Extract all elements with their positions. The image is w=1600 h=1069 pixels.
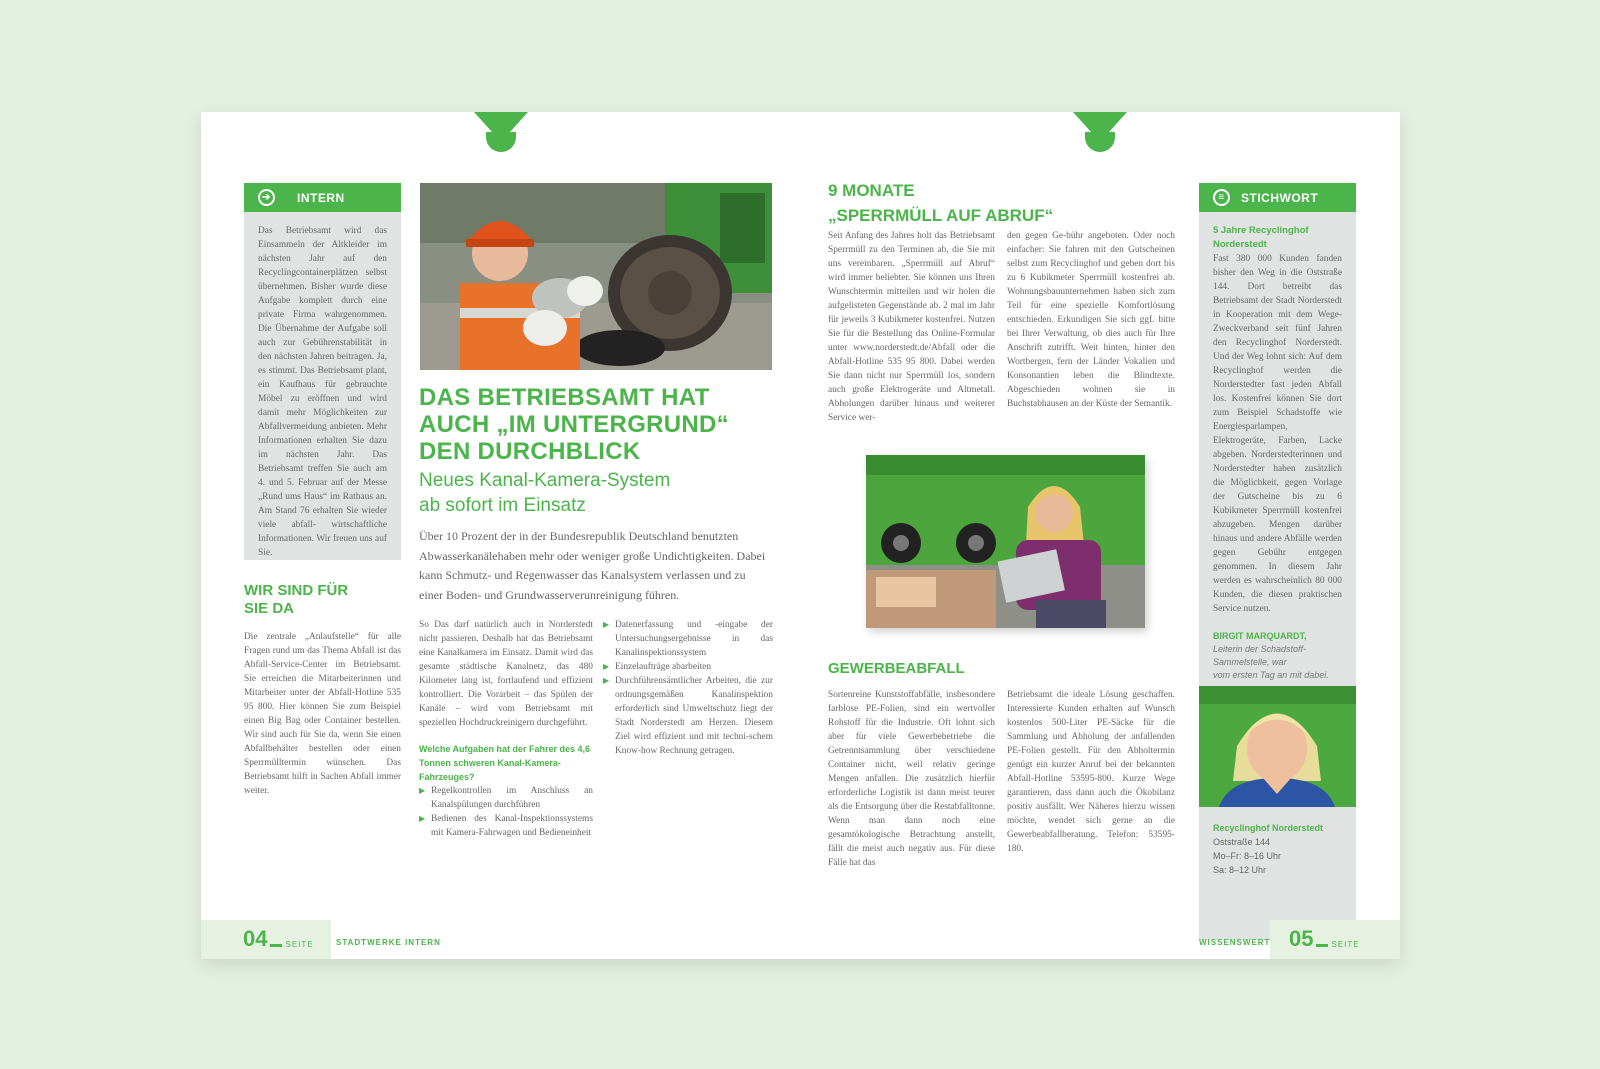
address-block: Recyclinghof Norderstedt Oststraße 144 Mo–Fr: 8–16 Uhr Sa: 8–12 Uhr bbox=[1213, 823, 1324, 875]
bullet-item: ▶ Durchführensämtlicher Arbeiten, die zur ordnungsgemäßen Kanalinspektion erforderlich sind Umweltschutz liegt der Stadt Norderstedt am Herzen. Diesem Ziel wird effizient und mit techni-schem Know-how Rechnung getragen. bbox=[603, 676, 773, 756]
left-page-number: 04 SEITE bbox=[243, 926, 314, 951]
bullet-item: ▶ Datenerfassung und -eingabe der Untersuchungsergebnisse in das Kanalinspektionssystem bbox=[603, 620, 773, 658]
bullet-item: ▶ Regelkontrollen im Anschluss an Kanalspülungen durchführen bbox=[419, 786, 593, 810]
bullet-item: ▶ Einzelaufträge abarbeiten bbox=[603, 662, 712, 672]
main-lead: Über 10 Prozent der in der Bundesrepublik Deutschland benutzten Abwasserkanälehaben mehr oder weniger große Undichtigkeiten. Dabei kann Schmutz- und Regenwasser das Kanalsystem verlassen und zu einer Boden- und Grundwasserverunreinigung führen. bbox=[419, 529, 766, 602]
intern-box bbox=[244, 183, 401, 560]
intern-text: Das Betriebsamt wird das Einsammeln der Altkleider im nächsten Jahr auf den Recyclingcontainerplätzen selbst übernehmen. Bisher wurde diese Aufgabe komplett durch eine private Firma wahrgenommen. Die Übernahme der Aufgabe soll auch zur Gebührenstabilität in den nächsten Jahren beitragen. Ja, es stimmt. Das Betriebsamt plant, ein Kaufhaus für gebrauchte Möbel zu eröffnen und wird damit mehr Möglichkeiten zur Abfallvermeidung anbieten. Mehr Informationen erhalten Sie dazu im nächsten Jahr. Das Betriebsamt treffen Sie auch am 4. und 5. Februar auf der Messe „Rund ums Haus“ im Rathaus an. Am Stand 76 erhalten Sie wieder viele abfall- wirtschaftliche Informationen. Wir freuen uns auf Sie. bbox=[258, 226, 387, 558]
right-footer bbox=[1270, 920, 1400, 959]
main-question: Welche Aufgaben hat der Fahrer des 4,6 Tonnen schweren Kanal-Kamera-Fahrzeuges? bbox=[419, 744, 591, 782]
person-caption: BIRGIT MARQUARDT, Leiterin der Schadstoff- Sammelstelle, war vom ersten Tag an mit dabei. bbox=[1213, 631, 1329, 680]
right-footer-section: WISSENSWERT bbox=[1199, 938, 1271, 947]
wir-sind-text: Die zentrale „Anlaufstelle“ für alle Fragen rund um das Thema Abfall ist das Abfall-Service-Center im Betriebsamt. Sie erreichen die Mitarbeiterinnen und Mitarbeiter unter der Abfall-Hotline 535 95 800. Hier können Sie zum Beispiel einen Big Bag oder Container bestellen. Wir sind auch für Sie da, wenn Sie einen Abfallbehälter bestellen oder einen Sperrmülltermin wünschen. Das Betriebsamt hilft in Sachen Abfall immer weiter. bbox=[244, 632, 401, 796]
gewerbe-col1: Sortenreine Kunststoffabfälle, insbesondere farblose PE-Folien, sind ein wertvoller Rohstoff für die Industrie. Oft lohnt sich aber für viele Gewerbebetriebe die Getrenntsammlung über verschiedene Container nicht, weil relativ geringe Mengen anfallen. Die zusätzlich hierfür erforderliche Logistik ist dann meist teurer als die Entsorgung über die Restabfalltonne. Wenn man dann noch eine gesamtökologische Betrachtung anstellt, fällt die meist auch negativ aus. Für diese Fälle hat das bbox=[828, 690, 995, 868]
left-footer bbox=[201, 920, 331, 959]
intern-header: ➔ INTERN bbox=[244, 183, 401, 212]
arrow-circle-icon: ➔ bbox=[258, 189, 275, 206]
kanal-kamera-photo bbox=[420, 183, 772, 370]
main-body: So Das darf natürlich auch in Norderstedt nicht passieren. Deshalb hat das Betriebsamt eine Kanalkamera im Einsatz. Damit wird das gesamte städtische Kanalnetz, das 480 Kilometer lang ist, fortlaufend und effizient kontrolliert. Die Vorarbeit – das Spülen der Kanäle – wird vom Betriebsamt mit speziellen Hochdruckreinigern durchgeführt. bbox=[419, 620, 593, 728]
main-body-col1 bbox=[419, 618, 593, 840]
bullet-item: ▶ Bedienen des Kanal-Inspektionssystems mit Kamera-Fahrwagen und Bedieneinheit bbox=[419, 814, 593, 838]
stichwort-header: ≡ STICHWORT bbox=[1199, 183, 1356, 212]
main-subhead: Neues Kanal-Kamera-System ab sofort im Einsatz bbox=[419, 470, 671, 516]
stichwort-subtitle: 5 Jahre Recyclinghof Norderstedt bbox=[1213, 225, 1309, 250]
sperrmuell-col1: Seit Anfang des Jahres holt das Betriebsamt Sperrmüll zu den Terminen ab, die Sie mit uns vereinbaren. „Sperrmüll auf Abruf“ wird immer beliebter. Sie können uns Ihren Wunschtermin mitteilen und wir holen die aufgelisteten Gegenstände ab. 2 mal im Jahr für jeweils 3 Kubikmeter kostenfrei. Nutzen Sie für die Bestellung das Online-Formular unter www.norderstedt.de/Abfall oder die Abfall-Hotline 535 95 800. Dabei werden Sie dann nicht nur Sperrmüll los, sondern auch große Elektrogeräte und Altmetall. Abholungen darüber hinaus und weiterer Service wer- bbox=[828, 231, 995, 423]
gewerbe-title: GEWERBEABFALL bbox=[828, 660, 965, 677]
list-circle-icon: ≡ bbox=[1213, 189, 1230, 206]
main-body-col2 bbox=[603, 618, 773, 758]
sperrmuell-title: 9 MONATE „SPERRMÜLL AUF ABRUF“ bbox=[828, 181, 1054, 225]
right-tab-marker bbox=[1073, 112, 1127, 142]
stichwort-text: Fast 380 000 Kunden fanden bisher den Weg in die Oststraße 144. Dort betreibt das Betriebsamt der Stadt Norderstedt in Kooperation mit dem Wege-Zweckverband seit fünf Jahren den Recyclinghof Norderstedt. Und der Weg lohnt sich: Auf dem Recyclinghof werden die Norderstedter fast jeden Abfall los. Kostenfrei können Sie dort zum Beispiel Schadstoffe wie Energiesparlampen, Elektrogeräte, Farben, Lacke abgeben. Norderstedterinnen und Norderstedter haben zusätzlich die Möglichkeit, gegen Vorlage der Gutscheine bis zu 6 Kubikmeter Sperrmüll kostenfrei abzugeben. Mengen darüber hinaus und andere Abfälle werden gegen Gebühr entgegen genommen. In diesem Jahr werden es wahrscheinlich 80 000 Kunden, die diesen praktischen Service nutzen. bbox=[1213, 254, 1342, 614]
sperrmuell-col2: den gegen Ge-bühr angeboten. Oder noch einfacher: Sie fahren mit den Gutscheinen selbst zum Recyclinghof und geben dort bis zu 6 Kubikmeter Sperrmüll kostenfrei ab. Wohnungsbauunternehmen haben sich zum Teil für eine spezielle Komfortlösung entschieden. Erkundigen Sie sich ggf. bitte bei Ihrer Verwaltung, ob dies auch für Ihre Anschrift zutrifft. Weit hinten, hinter den Wortbergen, fern der Länder Vokalien und Konsonantien leben die Blindtexte. Abgeschieden wohnen sie in Buchstabhausen an der Küste der Semantik. bbox=[1007, 231, 1175, 409]
right-page-number: 05 SEITE bbox=[1289, 926, 1360, 951]
left-tab-marker bbox=[474, 112, 528, 142]
main-headline: DAS BETRIEBSAMT HAT AUCH „IM UNTERGRUND“ DEN DURCHBLICK bbox=[419, 384, 729, 465]
portrait-photo bbox=[1199, 686, 1356, 807]
sperrmuell-photo bbox=[866, 455, 1145, 628]
left-footer-section: STADTWERKE INTERN bbox=[336, 938, 441, 947]
gewerbe-col2: Betriebsamt die ideale Lösung geschaffen. Interessierte Kunden erhalten auf Wunsch kostenlos 500-Liter PE-Säcke für die Sammlung und Abholung der anfallenden PE-Folien gestellt. Für den Abholtermin genügt ein kurzer Anruf bei der bekannten Abfall-Hotline 53595-800. Kurze Wege garantieren, dass dann auch die Ökobilanz positiv ausfällt. Wer Näheres hierzu wissen möchte, wendet sich gerne an die Gewerbeabfallberatung. Telefon: 53595-180. bbox=[1007, 690, 1175, 854]
wir-sind-title: WIR SIND FÜR SIE DA bbox=[244, 582, 349, 617]
magazine-spread bbox=[201, 112, 1400, 959]
